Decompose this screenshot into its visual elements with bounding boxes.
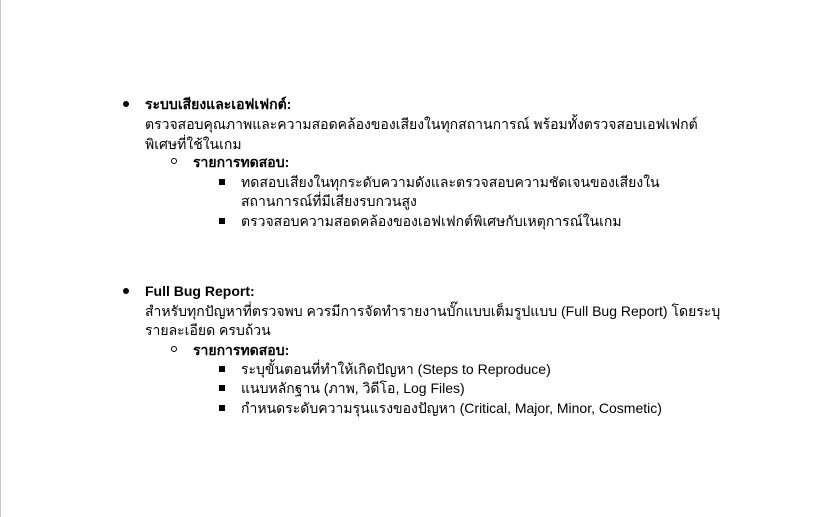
test-item-line: กำหนดระดับความรุนแรงของปัญหา (Critical, Major, Minor, Cosmetic) — [241, 400, 662, 416]
bullet-circle-icon — [171, 346, 177, 352]
bullet-square-icon — [219, 179, 225, 185]
test-item-line: แนบหลักฐาน (ภาพ, วิดีโอ, Log Files) — [241, 380, 465, 396]
bullet-square-icon — [219, 385, 225, 391]
test-item-line: สถานการณ์ที่มีเสียงรบกวนสูง — [241, 193, 417, 209]
bullet-circle-icon — [171, 158, 177, 164]
section-description-line: รายละเอียด ครบถ้วน — [145, 322, 271, 338]
bullet-square-icon — [219, 218, 225, 224]
bullet-disc-icon — [123, 101, 129, 107]
section-heading: ระบบเสียงและเอฟเฟกต์: — [145, 96, 292, 112]
bullet-disc-icon — [123, 288, 129, 294]
section-heading: Full Bug Report: — [145, 283, 255, 299]
test-item-line: ระบุขั้นตอนที่ทำให้เกิดปัญหา (Steps to Reproduce) — [241, 361, 551, 377]
test-item-line: ตรวจสอบความสอดคล้องของเอฟเฟกต์พิเศษกับเหตุการณ์ในเกม — [241, 213, 622, 229]
test-item-line: ทดสอบเสียงในทุกระดับความดังและตรวจสอบความชัดเจนของเสียงใน — [241, 174, 660, 190]
section-description-line: พิเศษที่ใช้ในเกม — [145, 136, 242, 152]
section-description-line: ตรวจสอบคุณภาพและความสอดคล้องของเสียงในทุกสถานการณ์ พร้อมทั้งตรวจสอบเอฟเฟกต์ — [145, 116, 698, 132]
test-list-subheading: รายการทดสอบ: — [193, 342, 290, 358]
bullet-square-icon — [219, 405, 225, 411]
test-list-subheading: รายการทดสอบ: — [193, 154, 290, 170]
section-description-line: สำหรับทุกปัญหาที่ตรวจพบ ควรมีการจัดทำรายงานบั๊กแบบเต็มรูปแบบ (Full Bug Report) โดยระบุ — [145, 303, 721, 319]
bullet-square-icon — [219, 366, 225, 372]
